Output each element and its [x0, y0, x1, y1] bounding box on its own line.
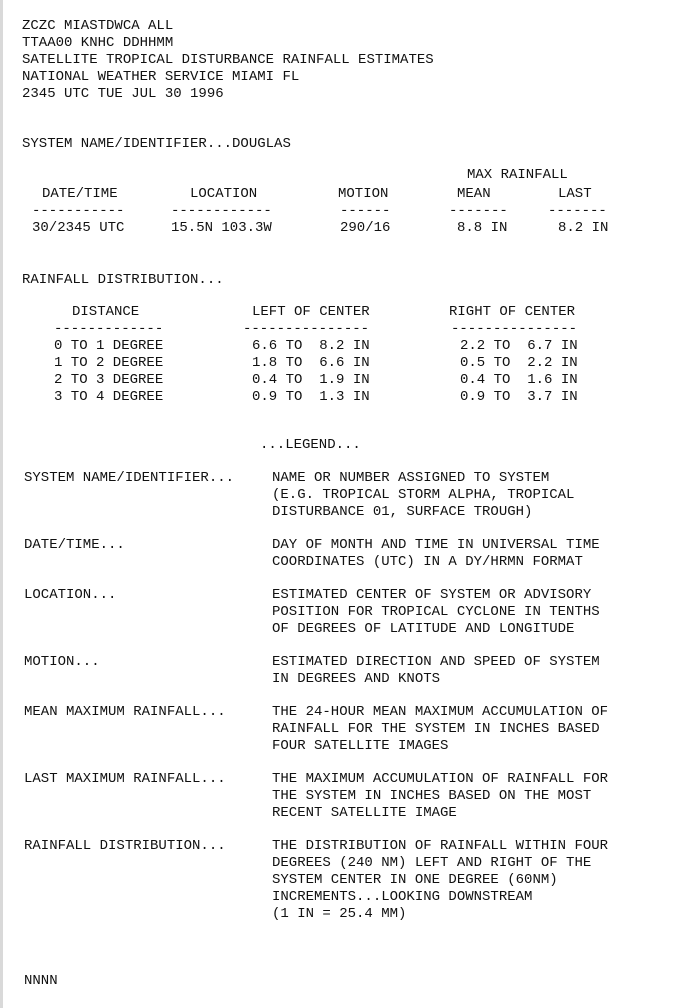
- max-rainfall-group-header: MAX RAINFALL: [467, 167, 568, 183]
- legend-desc-location-3: OF DEGREES OF LATITUDE AND LONGITUDE: [272, 621, 575, 637]
- dist-row-4-distance: 3 TO 4 DEGREE: [54, 389, 164, 405]
- dist-row-1-distance: 0 TO 1 DEGREE: [54, 338, 164, 354]
- header-line-3: SATELLITE TROPICAL DISTURBANCE RAINFALL ESTIMATES: [22, 52, 434, 68]
- dash-datetime: -----------: [32, 203, 125, 219]
- legend-desc-datetime-1: DAY OF MONTH AND TIME IN UNIVERSAL TIME: [272, 537, 600, 553]
- legend-desc-distribution-4: INCREMENTS...LOOKING DOWNSTREAM: [272, 889, 533, 905]
- dist-row-2-right: 0.5 TO 2.2 IN: [460, 355, 578, 371]
- dist-header-left: LEFT OF CENTER: [252, 304, 370, 320]
- dist-header-distance: DISTANCE: [72, 304, 140, 320]
- dash-mean: -------: [449, 203, 508, 219]
- legend-desc-location-1: ESTIMATED CENTER OF SYSTEM OR ADVISORY: [272, 587, 592, 603]
- header-line-2: TTAA00 KNHC DDHHMM: [22, 35, 174, 51]
- cell-datetime: 30/2345 UTC: [32, 220, 125, 236]
- legend-term-datetime: DATE/TIME...: [24, 537, 125, 553]
- col-header-mean: MEAN: [457, 186, 491, 202]
- dash-last: -------: [548, 203, 607, 219]
- legend-title: ...LEGEND...: [260, 437, 361, 453]
- legend-desc-system-2: (E.G. TROPICAL STORM ALPHA, TROPICAL: [272, 487, 575, 503]
- dist-row-2-distance: 1 TO 2 DEGREE: [54, 355, 164, 371]
- legend-desc-last-max-3: RECENT SATELLITE IMAGE: [272, 805, 457, 821]
- dist-dash-right: ---------------: [451, 321, 578, 337]
- legend-desc-distribution-5: (1 IN = 25.4 MM): [272, 906, 407, 922]
- cell-motion: 290/16: [340, 220, 391, 236]
- distribution-title: RAINFALL DISTRIBUTION...: [22, 272, 224, 288]
- legend-desc-distribution-2: DEGREES (240 NM) LEFT AND RIGHT OF THE: [272, 855, 592, 871]
- footer-nnnn: NNNN: [24, 973, 58, 989]
- legend-desc-system-1: NAME OR NUMBER ASSIGNED TO SYSTEM: [272, 470, 550, 486]
- dist-row-2-left: 1.8 TO 6.6 IN: [252, 355, 370, 371]
- header-line-1: ZCZC MIASTDWCA ALL: [22, 18, 174, 34]
- legend-desc-distribution-1: THE DISTRIBUTION OF RAINFALL WITHIN FOUR: [272, 838, 609, 854]
- col-header-datetime: DATE/TIME: [42, 186, 118, 202]
- header-line-4: NATIONAL WEATHER SERVICE MIAMI FL: [22, 69, 300, 85]
- cell-mean: 8.8 IN: [457, 220, 508, 236]
- dash-location: ------------: [171, 203, 272, 219]
- dist-dash-distance: -------------: [54, 321, 164, 337]
- legend-desc-motion-2: IN DEGREES AND KNOTS: [272, 671, 441, 687]
- dist-row-4-left: 0.9 TO 1.3 IN: [252, 389, 370, 405]
- legend-term-mean-max: MEAN MAXIMUM RAINFALL...: [24, 704, 226, 720]
- dist-row-4-right: 0.9 TO 3.7 IN: [460, 389, 578, 405]
- cell-last: 8.2 IN: [558, 220, 609, 236]
- dash-motion: ------: [340, 203, 391, 219]
- legend-desc-mean-max-1: THE 24-HOUR MEAN MAXIMUM ACCUMULATION OF: [272, 704, 609, 720]
- system-identifier: SYSTEM NAME/IDENTIFIER...DOUGLAS: [22, 136, 291, 152]
- dist-row-1-right: 2.2 TO 6.7 IN: [460, 338, 578, 354]
- legend-desc-location-2: POSITION FOR TROPICAL CYCLONE IN TENTHS: [272, 604, 600, 620]
- dist-row-1-left: 6.6 TO 8.2 IN: [252, 338, 370, 354]
- dist-row-3-distance: 2 TO 3 DEGREE: [54, 372, 164, 388]
- legend-desc-mean-max-3: FOUR SATELLITE IMAGES: [272, 738, 449, 754]
- header-line-5: 2345 UTC TUE JUL 30 1996: [22, 86, 224, 102]
- legend-desc-datetime-2: COORDINATES (UTC) IN A DY/HRMN FORMAT: [272, 554, 583, 570]
- legend-term-location: LOCATION...: [24, 587, 117, 603]
- legend-desc-distribution-3: SYSTEM CENTER IN ONE DEGREE (60NM): [272, 872, 558, 888]
- legend-desc-mean-max-2: RAINFALL FOR THE SYSTEM IN INCHES BASED: [272, 721, 600, 737]
- legend-term-distribution: RAINFALL DISTRIBUTION...: [24, 838, 226, 854]
- col-header-last: LAST: [558, 186, 592, 202]
- dist-row-3-right: 0.4 TO 1.6 IN: [460, 372, 578, 388]
- scan-edge: [0, 0, 3, 1008]
- cell-location: 15.5N 103.3W: [171, 220, 272, 236]
- col-header-motion: MOTION: [338, 186, 389, 202]
- dist-dash-left: ---------------: [243, 321, 370, 337]
- legend-desc-last-max-1: THE MAXIMUM ACCUMULATION OF RAINFALL FOR: [272, 771, 609, 787]
- dist-row-3-left: 0.4 TO 1.9 IN: [252, 372, 370, 388]
- legend-desc-motion-1: ESTIMATED DIRECTION AND SPEED OF SYSTEM: [272, 654, 600, 670]
- legend-desc-last-max-2: THE SYSTEM IN INCHES BASED ON THE MOST: [272, 788, 592, 804]
- legend-term-last-max: LAST MAXIMUM RAINFALL...: [24, 771, 226, 787]
- legend-term-motion: MOTION...: [24, 654, 100, 670]
- dist-header-right: RIGHT OF CENTER: [449, 304, 576, 320]
- legend-term-system: SYSTEM NAME/IDENTIFIER...: [24, 470, 235, 486]
- legend-desc-system-3: DISTURBANCE 01, SURFACE TROUGH): [272, 504, 533, 520]
- col-header-location: LOCATION: [190, 186, 258, 202]
